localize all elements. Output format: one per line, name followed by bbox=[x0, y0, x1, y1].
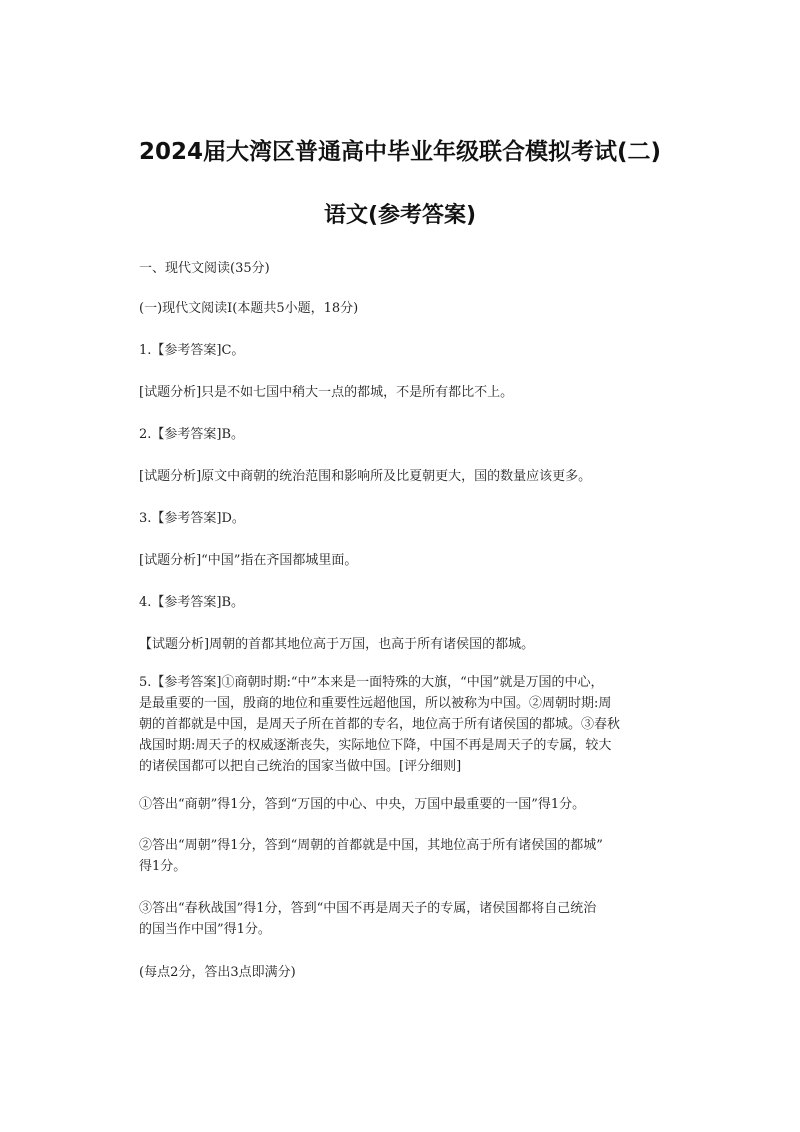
q5-line: 是最重要的一国，殷商的地位和重要性远超他国，所以被称为中国。②周朝时期:周 bbox=[139, 696, 612, 711]
q5-line: 战国时期:周天子的权威逐渐丧失，实际地位下降，中国不再是周天子的专属，较大 bbox=[139, 738, 612, 753]
section-heading: 一、现代文阅读(35分) bbox=[139, 261, 270, 276]
q4-analysis: 【试题分析]周朝的首都其地位高于万国，也高于所有诸侯国的都城。 bbox=[139, 637, 535, 652]
q1-analysis: [试题分析]只是不如七国中稍大一点的都城，不是所有都比不上。 bbox=[139, 385, 514, 400]
q4-answer: 4.【参考答案]B。 bbox=[139, 595, 245, 610]
rubric-line: 得1分。 bbox=[139, 859, 187, 874]
document-title: 2024届大湾区普通高中毕业年级联合模拟考试(二) bbox=[138, 139, 662, 165]
scoring-note: (每点2分，答出3点即满分) bbox=[139, 965, 296, 980]
section-subheading: (一)现代文阅读I(本题共5小题，18分) bbox=[139, 301, 359, 316]
rubric-line: 的国当作中国”得1分。 bbox=[139, 922, 271, 937]
rubric-item-1 bbox=[139, 794, 667, 815]
document-subtitle: 语文(参考答案) bbox=[323, 203, 477, 228]
q3-answer: 3.【参考答案]D。 bbox=[139, 511, 245, 526]
rubric-item-3 bbox=[139, 898, 667, 940]
q2-answer: 2.【参考答案]B。 bbox=[139, 427, 245, 442]
q1-answer: 1.【参考答案]C。 bbox=[139, 343, 245, 358]
rubric-item-2 bbox=[139, 835, 667, 877]
q3-analysis: [试题分析]“中国”指在齐国都城里面。 bbox=[139, 553, 358, 568]
rubric-line: ②答出“周朝”得1分，答到“周朝的首都就是中国，其地位高于所有诸侯国的都城” bbox=[139, 838, 603, 853]
q5-line: 朝的首都就是中国，是周天子所在首都的专名，地位高于所有诸侯国的都城。③春秋 bbox=[139, 717, 621, 732]
rubric-line: ③答出“春秋战国”得1分，答到“中国不再是周天子的专属，诸侯国都将自己统治 bbox=[139, 901, 597, 916]
q2-analysis: [试题分析]原文中商朝的统治范围和影响所及比夏朝更大，国的数量应该更多。 bbox=[139, 469, 592, 484]
q5-line: 5.【参考答案]①商朝时期:“中”本来是一面特殊的大旗，“中国”就是万国的中心， bbox=[139, 675, 604, 690]
q5-answer-paragraph bbox=[139, 672, 667, 777]
q5-line: 的诸侯国都可以把自己统治的国家当做中国。[评分细则] bbox=[139, 759, 462, 774]
rubric-line: ①答出“商朝”得1分，答到“万国的中心、中央，万国中最重要的一国”得1分。 bbox=[139, 797, 586, 812]
